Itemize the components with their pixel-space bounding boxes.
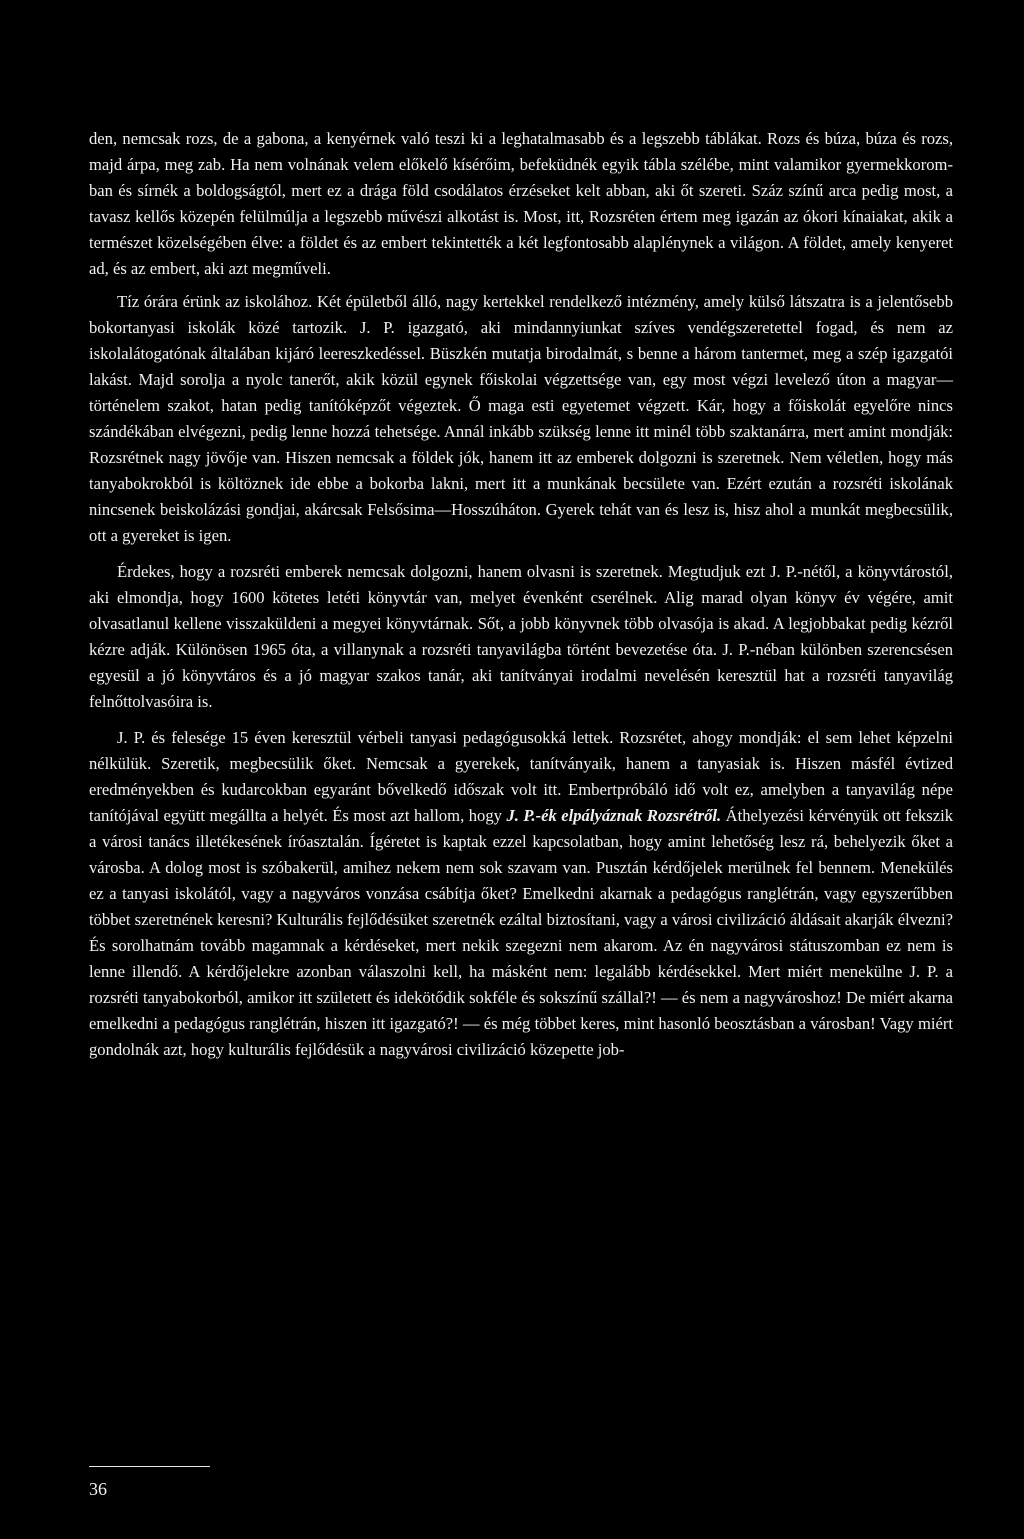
paragraph-1: den, nemcsak rozs, de a gabona, a kenyérnek való teszi ki a leghatalmasabb és a legszebb táblákat. Rozs és búza, búza és rozs, majd árpa, meg zab. Ha nem volnának velem előkelő kísérőim, befeküdnék egyik tábla szélébe, mint valamikor gyermekkorom-ban és sírnék a boldogságtól, mert ez a drága föld csodálatos érzéseket kelt abban, aki őt szereti. Száz színű arca pedig most, a tavasz kellős közepén felülmúlja a legszebb művészi alkotást is. Most, itt, Rozsréten értem meg igazán az ókori kínaiakat, akik a természet közelségében élve: a földet és az embert tekintették a két legfontosabb alaplénynek a világon. A földet, amely kenyeret ad, és az embert, aki azt megműveli. bbox=[89, 129, 953, 278]
page-number: 36 bbox=[89, 1479, 107, 1499]
paragraph-2: Tíz órára érünk az iskolához. Két épületből álló, nagy kertekkel rendelkező intézmény, amely külső látszatra is a jelentősebb bokortanyasi iskolák közé tartozik. J. P. igazgató, aki mindannyiunkat szíves vendégszeretettel fogad, és nem az iskolalátogatónak általában kijáró leereszkedéssel. Büszkén mutatja birodalmát, s benne a három tantermet, meg a szép igazgatói lakást. Majd sorolja a nyolc tanerőt, akik közül egynek főiskolai végzettsége van, egy most végzi levelező úton a magyar—történelem szakot, hatan pedig tanítóképzőt végeztek. Ő maga esti egyetemet végzett. Kár, hogy a főiskolát egyelőre nincs szándékában elvégezni, pedig lenne hozzá tehetsége. Annál inkább szükség lenne itt minél több szaktanárra, mert amint mondják: Rozsrétnek nagy jövője van. Hiszen nemcsak a földek jók, hanem itt az emberek dolgozni is szeretnek. Nem véletlen, hogy más tanyabokrokból is költöznek ide ebbe a bokorba lakni, mert itt a munkának becsülete van. Ezért ezután a rozsréti iskolának nincsenek beiskolázási gondjai, akárcsak Felsősima—Hosszúháton. Gyerek tehát van és lesz is, hisz ahol a munkát megbecsülik, ott a gyereket is igen. bbox=[89, 292, 953, 545]
body-text bbox=[89, 126, 953, 1063]
paragraph-4 bbox=[89, 725, 953, 1063]
footnote-rule bbox=[89, 1466, 210, 1467]
paragraph-3: Érdekes, hogy a rozsréti emberek nemcsak dolgozni, hanem olvasni is szeretnek. Megtudjuk ezt J. P.-nétől, a könyvtárostól, aki elmondja, hogy 1600 kötetes letéti könyvtár van, melyet évenként cserélnek. Alig marad olyan könyv év végére, amit olvasatlanul kellene visszaküldeni a megyei könyvtárnak. Sőt, a jobb könyvnek több olvasója is akad. A legjobbakat pedig kézről kézre adják. Különösen 1965 óta, a villanynak a rozsréti tanyavilágba történt bevezetése óta. J. P.-néban különben szerencsésen egyesül a jó könyvtáros és a jó magyar szakos tanár, aki tanítványai irodalmi nevelésén keresztül hat a rozsréti tanyavilág felnőttolvasóira is. bbox=[89, 562, 953, 711]
paragraph-4-text-after: Áthelyezési kérvényük ott fekszik a városi tanács illetékesének íróasztalán. Ígéretet is kaptak ezzel kapcsolatban, hogy amint lehetőség lesz rá, behelyezik őket a városba. A dolog most is szóbakerül, amihez nekem nem sok szavam van. Pusztán kérdőjelek merülnek fel bennem. Menekülés ez a tanyasi iskolától, vagy a nagyváros vonzása csábítja őket? Emelkedni akarnak a pedagógus ranglétrán, vagy egyszerűbben többet szeretnének keresni? Kulturális fejlődésüket szeretnék ezáltal biztosítani, vagy a városi civilizáció áldásait akarják élvezni? És sorolhatnám tovább magamnak a kérdéseket, mert nekik szegezni nem akarom. Az én nagyvárosi státuszomban ez nem is lenne illendő. A kérdőjelekre azonban válaszolni kell, ha másként nem: legalább kérdésekkel. Mert miért menekülne J. P. a rozsréti tanyabokorból, amikor itt született és idekötődik sokféle és sokszínű szállal?! — és nem a nagyvároshoz! De miért akarna emelkedni a pedagógus ranglétrán, hiszen itt igazgató?! — és még többet keres, mint hasonló beosztásban a városban! Vagy miért gondolnák azt, hogy kulturális fejlődésük a nagyvárosi civilizáció közepette job- bbox=[89, 806, 953, 1059]
paragraph-4-italic-phrase: J. P.-ék elpályáznak Rozsrétről. bbox=[506, 806, 722, 825]
paragraph-4-text-before: J. P. és felesége 15 éven keresztül vérbeli tanyasi pedagógusokká lettek. Rozsrétet, ahogy mondják: el sem lehet képzelni nélkülük. Szeretik, megbecsülik őket. Nemcsak a gyerekek, tanítványaik, hanem a tanyasiak is. Hiszen másfél évtized eredményekben és kudarcokban egyaránt bővelkedő időszak volt itt. Embertpróbáló idő volt ez, amelyben a tanyavilág népe tanítójával együtt megállta a helyét. És most azt hallom, hogy bbox=[89, 728, 953, 825]
